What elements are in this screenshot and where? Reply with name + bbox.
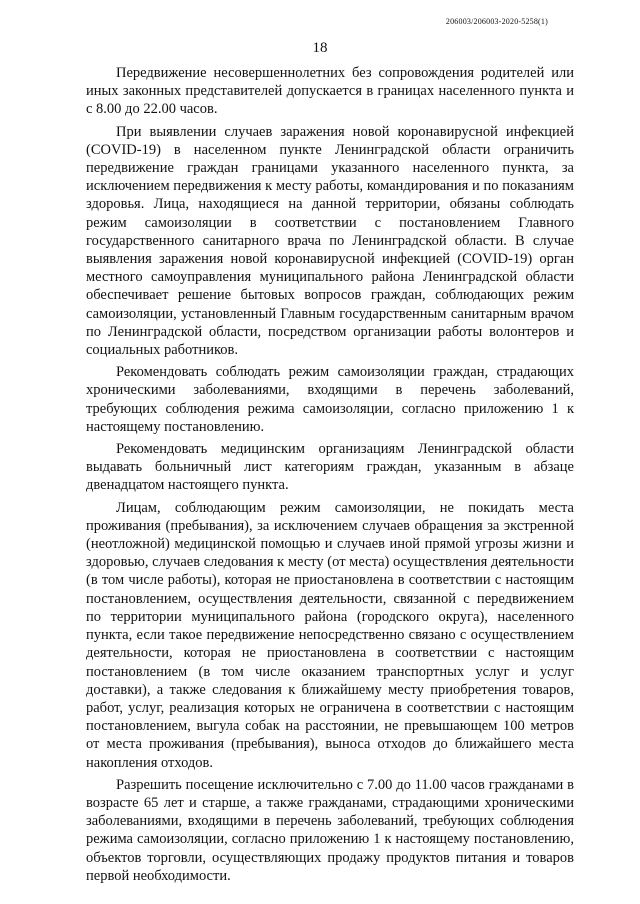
paragraph: Разрешить посещение исключительно с 7.00 до 11.00 часов гражданами в возрасте 65 лет и старше, а также гражданами, страдающими хроническими заболеваниями, входящими в перечень заболеваний, требующих соблюдения режима самоизоляции, согласно приложению 1 к настоящему постановлению, объектов торговли, осуществляющих продажу продуктов питания и товаров первой необходимости. bbox=[86, 776, 574, 884]
paragraph: Передвижение несовершеннолетних без сопровождения родителей или иных законных представителей допускается в границах населенного пункта и с 8.00 до 22.00 часов. bbox=[86, 65, 574, 118]
paragraph: Рекомендовать соблюдать режим самоизоляции граждан, страдающих хроническими заболеваниями, входящими в перечень заболеваний, требующих соблюдения режима самоизоляции, согласно приложению 1 к настоящему постановлению. bbox=[86, 364, 574, 435]
paragraph: При выявлении случаев заражения новой коронавирусной инфекцией (COVID-19) в населенном пункте Ленинградской области ограничить передвижение граждан границами указанного населенного пункта, за исключением передвижения к месту работы, командирования и по показаниям здоровья. Лица, находящиеся на данной территории, обязаны соблюдать режим самоизоляции в соответствии с постановлением Главного государственного санитарного врача по Ленинградской области. В случае выявления заражения новой коронавирусной инфекцией (COVID-19) орган местного самоуправления муниципального района Ленинградской области обеспечивает решение бытовых вопросов граждан, соблюдающих режим самоизоляции, установленный Главным государственным санитарным врачом по Ленинградской области, посредством организации работы волонтеров и социальных работников. bbox=[86, 123, 574, 359]
document-id: 206003/206003-2020-5258(1) bbox=[445, 17, 548, 26]
paragraph: Рекомендовать медицинским организациям Ленинградской области выдавать больничный лист категориям граждан, указанным в абзаце двенадцатом настоящего пункта. bbox=[86, 441, 574, 494]
page-number: 18 bbox=[312, 40, 328, 56]
document-body bbox=[86, 64, 574, 889]
paragraph: Лицам, соблюдающим режим самоизоляции, не покидать места проживания (пребывания), за исключением случаев обращения за экстренной (неотложной) медицинской помощью и случаев иной прямой угрозы жизни и здоровью, случаев следования к месту (от места) осуществления деятельности (в том числе работы), которая не приостановлена в соответствии с настоящим постановлением, осуществления деятельности, связанной с передвижением по территории муниципального района (городского округа), населенного пункта, если такое передвижение непосредственно связано с осуществлением деятельности, которая не приостановлена в соответствии с настоящим постановлением (в том числе оказанием транспортных услуг и услуг доставки), а также следования к ближайшему месту приобретения товаров, работ, услуг, реализация которых не ограничена в соответствии с настоящим постановлением, выгула собак на расстоянии, не превышающем 100 метров от места проживания (пребывания), выноса отходов до ближайшего места накопления отходов. bbox=[86, 499, 574, 771]
